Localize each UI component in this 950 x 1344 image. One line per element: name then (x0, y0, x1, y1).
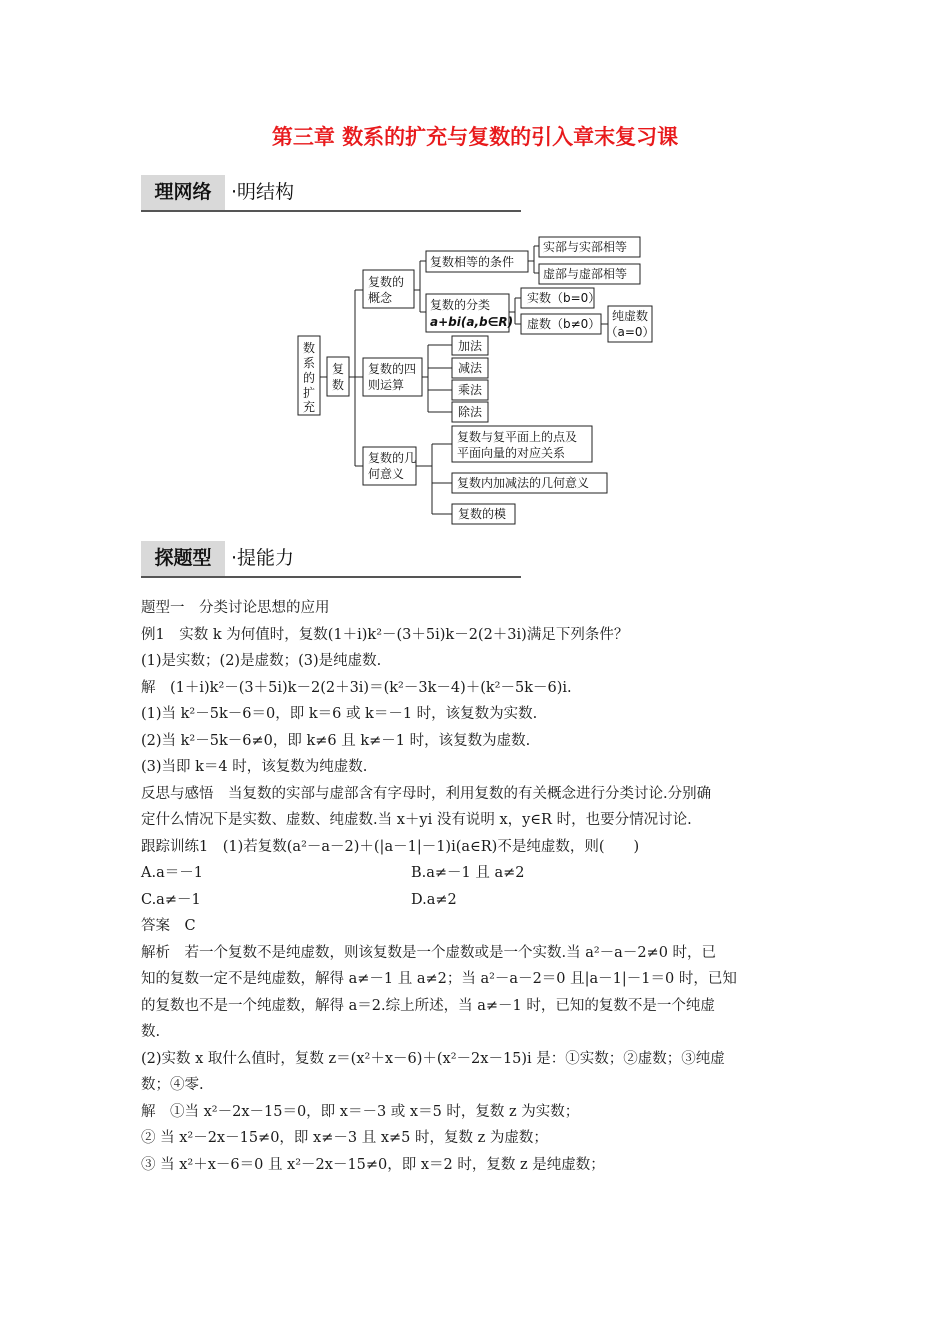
addsub-geo-label: 复数内加减法的几何意义 (457, 476, 590, 490)
option-a: A.a＝－1 (141, 865, 203, 881)
body-text (141, 595, 816, 1178)
option-c: C.a≠－1 (141, 891, 201, 908)
root-char: 系 (302, 356, 316, 370)
text-line: 定什么情况下是实数、虚数、纯虚数.当 x＋yi 没有说明 x，y∈R 时，也要分情况讨论. (141, 812, 692, 828)
concept-label: 概念 (368, 291, 393, 305)
complex-char: 复 (331, 362, 345, 376)
text-line: 例1 实数 k 为何值时，复数(1＋i)k²－(3＋5i)k－2(2＋3i)满足下列条件？ (141, 626, 629, 643)
geo-label: 复数的几 (368, 451, 417, 465)
real-eq-label: 实部与实部相等 (543, 240, 628, 254)
section-header-problems (141, 541, 521, 578)
text-line: 解 ①当 x²－2x－15＝0，即 x＝－3 或 x＝5 时，复数 z 为实数； (141, 1103, 580, 1120)
text-line: (1)是实数；(2)是虚数；(3)是纯虚数. (141, 653, 382, 669)
modulus-label: 复数的模 (458, 507, 507, 521)
text-line: 解析 若一个复数不是纯虚数，则该复数是一个虚数或是一个实数.当 a²－a－2≠0 时，已 (141, 944, 717, 961)
point-vec-label: 复数与复平面上的点及 (457, 430, 578, 444)
page-title: 第三章 数系的扩充与复数的引入章末复习课 (271, 125, 679, 149)
root-char: 扩 (302, 386, 316, 400)
root-char: 数 (302, 341, 316, 355)
text-line: 答案 C (141, 918, 196, 934)
geo-label: 何意义 (368, 467, 405, 481)
option-d: D.a≠2 (411, 891, 457, 908)
sub-label: 减法 (458, 361, 483, 375)
section-subtitle: ·提能力 (231, 547, 295, 569)
text-line: 跟踪训练1 (1)若复数(a²－a－2)＋(|a－1|－1)i(a∈R)不是纯虚数，则( ) (141, 838, 640, 855)
root-char: 的 (302, 371, 316, 385)
text-line: (3)当即 k＝4 时，该复数为纯虚数. (141, 759, 368, 775)
pure-label: 纯虚数 (611, 309, 649, 323)
text-line: 数. (141, 1024, 161, 1040)
concept-map-diagram (0, 0, 950, 600)
text-line: (2)当 k²－5k－6≠0，即 k≠6 且 k≠－1 时，该复数为虚数. (141, 732, 531, 749)
options-row (141, 860, 816, 887)
section-tag: 探题型 (141, 541, 225, 576)
complex-char: 数 (331, 378, 345, 392)
text-line: 题型一 分类讨论思想的应用 (141, 600, 330, 616)
pure-label: （a=0） (605, 325, 655, 339)
text-line: 数；④零. (141, 1077, 204, 1093)
equal-label: 复数相等的条件 (430, 255, 515, 269)
section-subtitle: ·明结构 (231, 181, 295, 203)
imag-num-label: 虚数（b≠0） (527, 317, 601, 331)
add-label: 加法 (458, 339, 483, 353)
ops-label: 复数的四 (368, 362, 417, 376)
imag-eq-label: 虚部与虚部相等 (543, 267, 628, 281)
text-line: ③ 当 x²＋x－6＝0 且 x²－2x－15≠0，即 x＝2 时，复数 z 是纯虚数； (141, 1156, 605, 1173)
text-line: 解 (1＋i)k²－(3＋5i)k－2(2＋3i)＝(k²－3k－4)＋(k²－5k－6)i. (141, 679, 572, 696)
section-tag: 理网络 (141, 175, 225, 210)
concept-label: 复数的 (368, 275, 405, 289)
text-line: 反思与感悟 当复数的实部与虚部含有字母时，利用复数的有关概念进行分类讨论.分别确 (141, 785, 712, 802)
div-label: 除法 (458, 405, 483, 419)
point-vec-label: 平面向量的对应关系 (457, 446, 566, 460)
mul-label: 乘法 (458, 383, 483, 397)
text-line: 知的复数一定不是纯虚数，解得 a≠－1 且 a≠2；当 a²－a－2＝0 且|a－1|－1＝0 时，已知 (141, 971, 737, 987)
option-b: B.a≠－1 且 a≠2 (411, 865, 525, 881)
options-row (141, 887, 816, 914)
text-line: (1)当 k²－5k－6＝0，即 k＝6 或 k＝－1 时，该复数为实数. (141, 706, 538, 722)
text-line: 的复数也不是一个纯虚数，解得 a＝2.综上所述，当 a≠－1 时，已知的复数不是一个纯虚 (141, 997, 715, 1014)
text-line: ② 当 x²－2x－15≠0，即 x≠－3 且 x≠5 时，复数 z 为虚数； (141, 1130, 548, 1146)
classify-formula: a+bi(a,b∈R) (430, 315, 514, 329)
ops-label: 则运算 (368, 378, 405, 392)
text-line: (2)实数 x 取什么值时，复数 z＝(x²＋x－6)＋(x²－2x－15)i 是：①实数；②虚数；③纯虚 (141, 1050, 725, 1067)
classify-label: 复数的分类 (430, 298, 491, 312)
root-char: 充 (302, 400, 316, 414)
real-num-label: 实数（b=0） (527, 291, 601, 305)
